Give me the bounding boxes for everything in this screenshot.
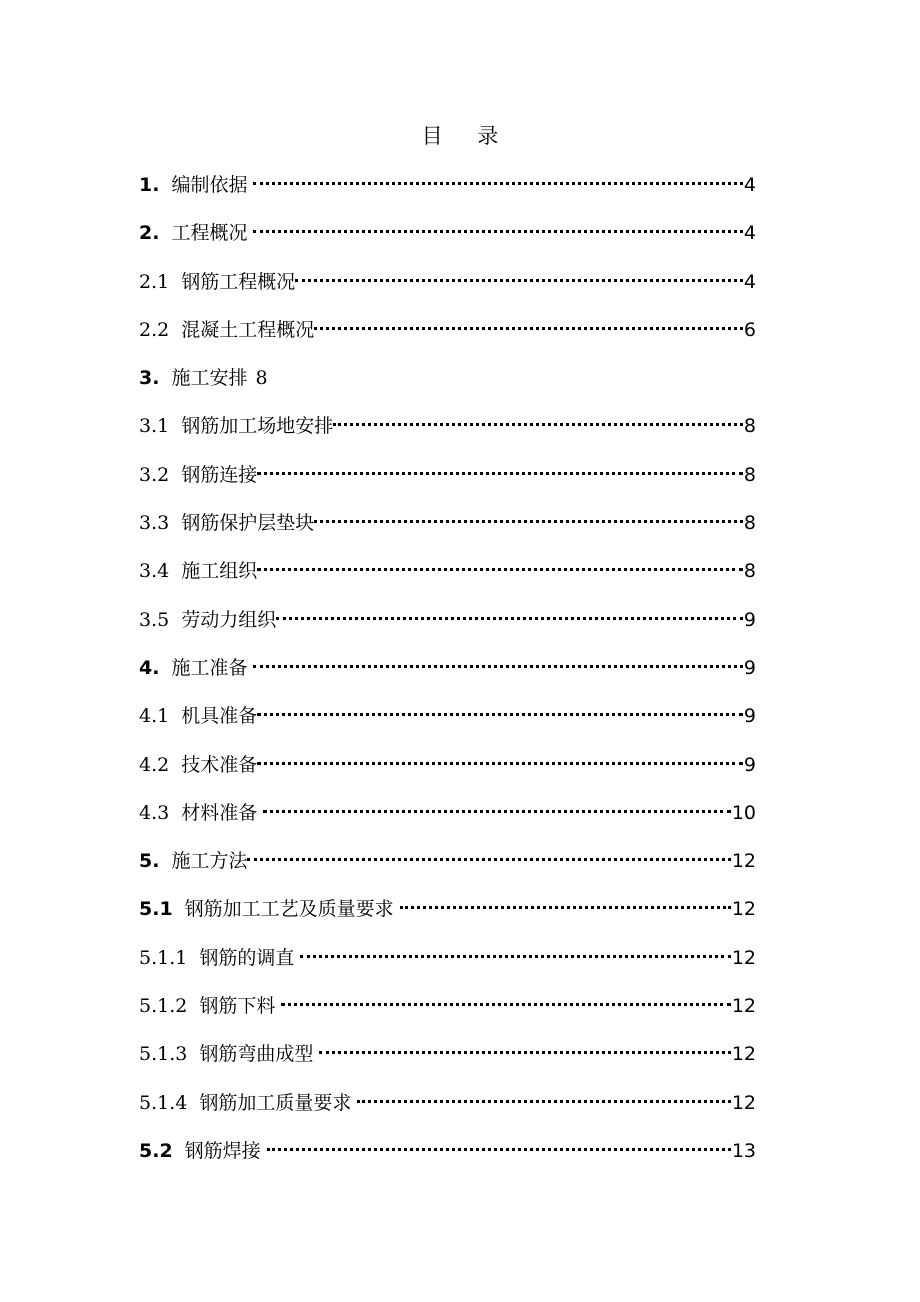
toc-dot-leader [333,423,743,426]
toc-entry-page: 12 [731,946,756,969]
toc-entry-number: 5.2 [139,1139,173,1162]
toc-entry-number: 5. [139,850,160,873]
toc-entry[interactable] [139,1088,756,1136]
toc-entry[interactable] [139,460,756,508]
toc-entry-page: 13 [731,1139,756,1162]
toc-entry-page: 9 [743,705,756,728]
toc-entry-number: 3.1 [139,415,170,438]
toc-entry-number: 2. [139,222,160,245]
toc-entry-page: 12 [731,995,756,1018]
toc-entry-title: 施工组织 [181,560,258,583]
toc-entry-title: 技术准备 [181,753,258,776]
toc-entry-title: 劳动力组织 [181,608,277,631]
toc-dot-leader [314,327,743,330]
toc-entry-page: 12 [731,1091,756,1114]
toc-entry-page: 8 [255,367,268,390]
toc-entry-number: 2.1 [139,270,170,293]
toc-entry-title: 钢筋工程概况 [181,270,296,293]
toc-entry[interactable] [139,267,756,315]
toc-entry-number: 4. [139,656,160,679]
toc-entry[interactable] [139,798,756,846]
toc-entry-number: 5.1 [139,898,173,921]
toc-entry-page: 12 [731,898,756,921]
toc-dot-leader [295,279,743,282]
toc-entry[interactable] [139,943,756,991]
toc-entry-title: 钢筋加工质量要求 [199,1091,352,1114]
toc-entry-number: 3. [139,367,160,390]
toc-entry-title: 机具准备 [181,705,258,728]
toc-entry-number: 5.1.4 [139,1091,188,1114]
toc-entry-title: 钢筋加工工艺及质量要求 [184,898,394,921]
toc-dot-leader [281,1003,730,1006]
toc-entry-title: 钢筋的调直 [199,946,295,969]
toc-entry-number: 1. [139,174,160,196]
toc-entry-page: 9 [743,608,756,631]
toc-entry[interactable] [139,170,756,218]
toc-entry[interactable] [139,315,756,363]
toc-entry-title: 钢筋下料 [199,995,276,1018]
toc-dot-leader [400,906,731,909]
page-title: 目 录 [421,124,513,148]
table-of-contents [139,170,756,1184]
toc-entry[interactable] [139,363,756,411]
toc-dot-leader [263,810,731,813]
toc-entry-number: 4.1 [139,705,170,728]
toc-entry-number: 3.5 [139,608,170,631]
toc-entry-number: 4.2 [139,753,170,776]
toc-dot-leader [253,665,742,668]
toc-entry-title: 施工安排 [171,367,248,390]
toc-entry-title: 施工准备 [171,656,248,679]
toc-entry-title: 材料准备 [181,801,258,824]
toc-entry-page: 8 [743,415,756,438]
toc-dot-leader [253,230,742,233]
toc-entry-title: 施工方法 [171,850,248,873]
toc-dot-leader [357,1100,730,1103]
toc-entry-number: 2.2 [139,318,170,341]
toc-dot-leader [267,1148,731,1151]
toc-entry-number: 4.3 [139,801,170,824]
toc-dot-leader [300,955,730,958]
toc-entry[interactable] [139,508,756,556]
toc-entry-page: 4 [743,222,756,245]
toc-entry-title: 钢筋弯曲成型 [199,1043,314,1066]
toc-entry[interactable] [139,605,756,653]
toc-entry-title: 钢筋保护层垫块 [181,512,315,535]
toc-entry-number: 3.2 [139,463,170,486]
toc-dot-leader [276,617,743,620]
toc-entry[interactable] [139,894,756,942]
toc-entry[interactable] [139,701,756,749]
toc-entry-page: 12 [731,1043,756,1066]
toc-entry-title: 混凝土工程概况 [181,318,315,341]
toc-entry-number: 5.1.3 [139,1043,188,1066]
toc-dot-leader [253,182,742,185]
toc-entry[interactable] [139,1136,756,1184]
toc-entry-title: 钢筋加工场地安排 [181,415,334,438]
toc-dot-leader [319,1051,730,1054]
toc-entry-page: 9 [743,753,756,776]
toc-entry-page: 4 [743,174,756,196]
toc-entry-number: 3.3 [139,512,170,535]
toc-entry-page: 4 [743,270,756,293]
toc-entry[interactable] [139,750,756,798]
toc-entry-number: 3.4 [139,560,170,583]
toc-entry-page: 12 [731,850,756,873]
toc-dot-leader [257,472,743,475]
toc-entry-number: 5.1.2 [139,995,188,1018]
toc-entry-page: 8 [743,560,756,583]
toc-entry-title: 工程概况 [171,222,248,245]
toc-entry-title: 钢筋连接 [181,463,258,486]
toc-dot-leader [257,713,743,716]
toc-entry[interactable] [139,556,756,604]
toc-entry[interactable] [139,846,756,894]
toc-entry-title: 编制依据 [171,174,248,196]
toc-dot-leader [247,858,730,861]
toc-entry[interactable] [139,411,756,459]
toc-entry-page: 10 [731,801,756,824]
toc-entry-title: 钢筋焊接 [184,1139,261,1162]
toc-entry[interactable] [139,653,756,701]
toc-entry-page: 8 [743,463,756,486]
toc-entry[interactable] [139,991,756,1039]
toc-entry[interactable] [139,218,756,266]
toc-dot-leader [257,762,743,765]
toc-dot-leader [314,520,743,523]
toc-dot-leader [257,568,743,571]
toc-entry-number: 5.1.1 [139,946,188,969]
toc-entry[interactable] [139,1039,756,1087]
toc-entry-page: 8 [743,512,756,535]
toc-entry-page: 9 [743,656,756,679]
toc-entry-page: 6 [743,318,756,341]
